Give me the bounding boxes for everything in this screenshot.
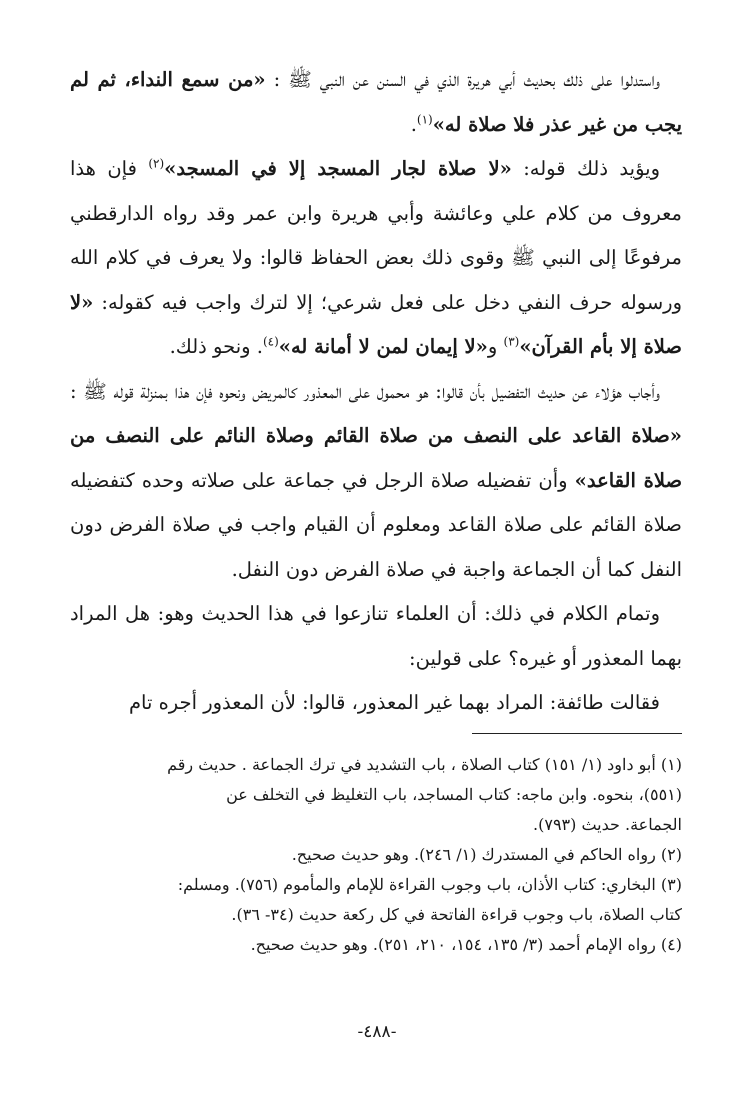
footnote-3-line-2: كتاب الصلاة، باب وجوب قراءة الفاتحة في كل ركعة حديث (٣٤- ٣٦).: [231, 905, 682, 924]
footnotes: [70, 750, 682, 960]
p3-text-c: وأن تفضيله صلاة الرجل في جماعة على صلاته وحده كتفضيله صلاة القائم على صلاة القاعد ومعلوم أن القيام واجب في صلاة الفرض دون النفل كما أن الجماعة واجبة في صلاة الفرض دون النفل.: [70, 468, 682, 581]
p2-text-c: فإن هذا معروف من كلام علي وعائشة وأبي هريرة وابن عمر وقد رواه الدارقطني مرفوعًا إلى النبي ﷺ وقوى ذلك بعض الحفاظ قالوا: ولا يعرف في كلام الله ورسوله حرف النفي دخل على فعل شرعي؛ إلا لترك واجب فيه كقوله:: [70, 157, 682, 314]
footnote-ref-4: (٤): [262, 334, 279, 349]
footnote-1-line-2: (٥٥١)، بنحوه. وابن ماجه: كتاب المساجد، باب التغليظ في التخلف عن: [226, 785, 682, 804]
hadith-quote-4: «لا إيمان لمن لا أمانة له»: [278, 335, 488, 358]
footnote-ref-3: (٣): [503, 334, 520, 349]
footnote-1-line-1: (١) أبو داود (١/ ١٥١) كتاب الصلاة ، باب التشديد في ترك الجماعة . حديث رقم: [167, 755, 682, 774]
paragraph-3: [70, 370, 682, 593]
p3-text-a: وأجاب هؤلاء عن حديث التفضيل بأن قالوا: هو محمول على المعذور كالمريض ونحوه فإن هذا بمنزلة قوله ﷺ :: [70, 379, 660, 403]
footnote-ref-2: (٢): [148, 156, 165, 171]
hadith-quote-1: «من سمع النداء، ثم لم يجب من غير عذر فلا صلاة له»: [70, 68, 682, 136]
footnote-1-line-3: الجماعة. حديث (٧٩٣).: [533, 815, 682, 834]
main-text: [70, 58, 682, 726]
p2-text-e: و: [487, 335, 504, 358]
hadith-quote-2: «لا صلاة لجار المسجد إلا في المسجد»: [164, 157, 512, 180]
footnote-4: (٤) رواه الإمام أحمد (٣/ ١٣٥، ١٥٤، ٢١٠، ٢٥١). وهو حديث صحيح.: [250, 935, 682, 954]
paragraph-1: [70, 58, 682, 147]
p1-text: واستدلوا على ذلك بحديث أبي هريرة الذي في السنن عن النبي ﷺ :: [265, 68, 660, 91]
hadith-quote-5: «صلاة القاعد على النصف من صلاة القائم وصلاة النائم على النصف من صلاة القاعد»: [70, 424, 683, 492]
p1-end: .: [410, 112, 417, 136]
page-number: -٤٨٨-: [357, 1022, 397, 1042]
footnote-3-line-1: (٣) البخاري: كتاب الأذان، باب وجوب القراءة للإمام والمأموم (٧٥٦). ومسلم:: [177, 875, 682, 894]
footnote-separator: [472, 733, 682, 734]
p2-text-g: . ونحو ذلك.: [169, 335, 263, 358]
paragraph-2: [70, 147, 682, 370]
footnote-ref-1: (١): [416, 112, 433, 126]
paragraph-4: وتمام الكلام في ذلك: أن العلماء تنازعوا في هذا الحديث وهو: هل المراد بهما المعذور أو غيره؟ على قولين:: [70, 602, 682, 670]
footnote-2: (٢) رواه الحاكم في المستدرك (١/ ٢٤٦). وهو حديث صحيح.: [291, 845, 682, 864]
hadith-quote-3: «لا صلاة إلا بأم القرآن»: [70, 290, 682, 358]
paragraph-5: فقالت طائفة: المراد بهما غير المعذور، قالوا: لأن المعذور أجره تام: [128, 691, 660, 714]
p2-text-a: ويؤيد ذلك قوله:: [511, 157, 661, 180]
